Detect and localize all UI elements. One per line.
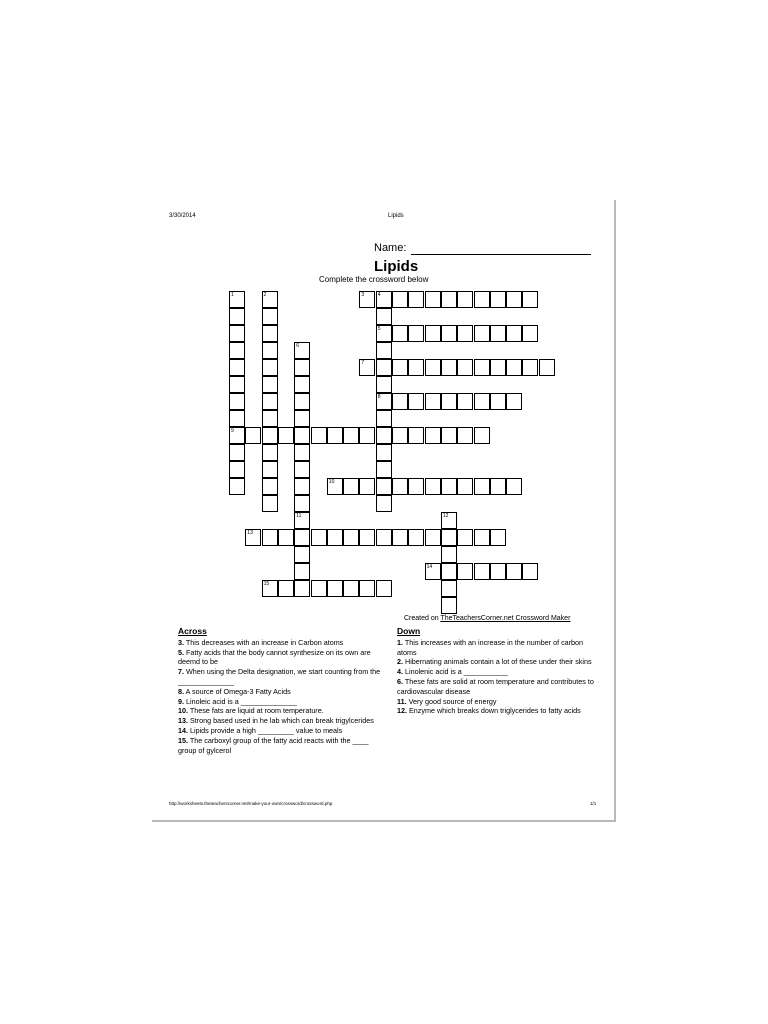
grid-cell[interactable] xyxy=(392,291,408,308)
grid-cell[interactable] xyxy=(490,478,506,495)
clue-number: 8 xyxy=(377,394,381,400)
grid-cell[interactable] xyxy=(425,478,441,495)
grid-cell[interactable] xyxy=(376,308,392,325)
clue-num: 10. xyxy=(178,706,188,716)
grid-cell[interactable] xyxy=(359,580,375,597)
grid-cell[interactable] xyxy=(278,529,294,546)
grid-cell[interactable] xyxy=(474,563,490,580)
clue-item xyxy=(397,667,602,677)
grid-cell[interactable] xyxy=(392,529,408,546)
grid-cell[interactable] xyxy=(311,580,327,597)
grid-cell[interactable] xyxy=(441,546,457,563)
grid-cell[interactable] xyxy=(441,580,457,597)
grid-cell[interactable] xyxy=(262,308,278,325)
clue-number: 3 xyxy=(361,292,365,298)
grid-cell[interactable] xyxy=(376,410,392,427)
across-heading: Across xyxy=(178,626,207,636)
clue-num: 6. xyxy=(397,676,403,686)
grid-cell[interactable] xyxy=(506,325,522,342)
grid-cell[interactable] xyxy=(408,359,424,376)
grid-cell[interactable] xyxy=(262,291,278,308)
grid-cell[interactable] xyxy=(490,359,506,376)
clue-number: 2 xyxy=(263,292,267,298)
grid-cell[interactable] xyxy=(490,393,506,410)
clue-item xyxy=(178,697,388,707)
grid-cell[interactable] xyxy=(343,427,359,444)
clue-num: 13. xyxy=(178,716,188,726)
grid-cell[interactable] xyxy=(262,325,278,342)
worksheet-subtitle: Complete the crossword below xyxy=(319,275,429,284)
clue-num: 7. xyxy=(178,667,184,677)
grid-cell[interactable] xyxy=(311,529,327,546)
grid-cell[interactable] xyxy=(327,478,343,495)
grid-cell[interactable] xyxy=(474,529,490,546)
clue-num: 8. xyxy=(178,686,184,696)
clue-item xyxy=(178,667,388,687)
grid-cell[interactable] xyxy=(522,325,538,342)
grid-cell[interactable] xyxy=(441,359,457,376)
credit-link[interactable]: TheTeachersCorner.net Crossword Maker xyxy=(440,615,571,622)
grid-cell[interactable] xyxy=(506,563,522,580)
grid-cell[interactable] xyxy=(376,495,392,512)
credit-line xyxy=(404,615,570,622)
clue-number: 9 xyxy=(231,428,234,434)
clue-text: Very good source of energy xyxy=(406,696,497,706)
clue-text: Strong based used in he lab which can break trigylcerides xyxy=(188,716,374,726)
clue-number: 7 xyxy=(361,360,365,366)
clue-item xyxy=(178,726,388,736)
clue-text: Hibernating animals contain a lot of these under their skins xyxy=(403,657,592,667)
grid-cell[interactable] xyxy=(457,393,473,410)
down-clue-list xyxy=(397,638,602,716)
grid-cell[interactable] xyxy=(441,427,457,444)
grid-cell[interactable] xyxy=(490,291,506,308)
down-heading: Down xyxy=(397,626,421,636)
grid-cell[interactable] xyxy=(359,359,375,376)
grid-cell[interactable] xyxy=(327,529,343,546)
grid-cell[interactable] xyxy=(408,427,424,444)
clue-num: 14. xyxy=(178,725,188,735)
grid-cell[interactable] xyxy=(294,393,310,410)
grid-cell[interactable] xyxy=(490,563,506,580)
grid-cell[interactable] xyxy=(294,478,310,495)
footer-page-number: 1/1 xyxy=(590,801,597,806)
grid-cell[interactable] xyxy=(376,393,392,410)
grid-cell[interactable] xyxy=(294,461,310,478)
grid-cell[interactable] xyxy=(392,478,408,495)
grid-cell[interactable] xyxy=(425,291,441,308)
grid-cell[interactable] xyxy=(457,529,473,546)
clue-num: 5. xyxy=(178,647,184,657)
clue-item xyxy=(178,687,388,697)
print-date: 3/30/2014 xyxy=(169,213,196,219)
grid-cell[interactable] xyxy=(359,478,375,495)
clue-text: Fatty acids that the body cannot synthesize on its own are deemd to be xyxy=(178,647,371,667)
grid-cell[interactable] xyxy=(376,444,392,461)
grid-cell[interactable] xyxy=(376,325,392,342)
grid-cell[interactable] xyxy=(490,529,506,546)
footer-url: http://worksheets.theteacherscorner.net/make-your-own/crossword/crossword.php xyxy=(169,801,333,806)
clue-text: Enzyme which breaks down triglycerides to fatty acids xyxy=(407,706,581,716)
clue-number: 1 xyxy=(231,292,234,298)
grid-cell[interactable] xyxy=(262,427,278,444)
grid-cell[interactable] xyxy=(262,461,278,478)
grid-cell[interactable] xyxy=(245,427,261,444)
clue-num: 3. xyxy=(178,637,184,647)
clue-text: Linolenic acid is a ___________ xyxy=(403,667,508,677)
grid-cell[interactable] xyxy=(457,291,473,308)
clue-num: 9. xyxy=(178,696,184,706)
worksheet-title: Lipids xyxy=(374,258,419,275)
grid-cell[interactable] xyxy=(262,393,278,410)
clue-text: This decreases with an increase in Carbon atoms xyxy=(184,637,344,647)
grid-cell[interactable] xyxy=(262,529,278,546)
clue-text: Linoleic acid is a ______________ xyxy=(184,696,297,706)
grid-cell[interactable] xyxy=(408,478,424,495)
down-clues xyxy=(397,627,602,716)
grid-cell[interactable] xyxy=(294,359,310,376)
grid-cell[interactable] xyxy=(441,597,457,614)
grid-cell[interactable] xyxy=(229,376,245,393)
grid-cell[interactable] xyxy=(278,580,294,597)
grid-cell[interactable] xyxy=(294,580,310,597)
clue-number: 6 xyxy=(296,343,299,349)
grid-cell[interactable] xyxy=(425,393,441,410)
name-label: Name: xyxy=(374,242,407,254)
clue-num: 12. xyxy=(397,706,407,716)
grid-cell[interactable] xyxy=(522,291,538,308)
clue-item xyxy=(178,638,388,648)
grid-cell[interactable] xyxy=(539,359,555,376)
across-clues xyxy=(178,627,388,755)
grid-cell[interactable] xyxy=(311,427,327,444)
print-page-title: Lipids xyxy=(388,213,404,219)
grid-cell[interactable] xyxy=(245,529,261,546)
grid-cell[interactable] xyxy=(376,342,392,359)
grid-cell[interactable] xyxy=(327,580,343,597)
grid-cell[interactable] xyxy=(506,291,522,308)
grid-cell[interactable] xyxy=(522,563,538,580)
clue-number: 5 xyxy=(377,326,381,332)
grid-cell[interactable] xyxy=(294,342,310,359)
grid-cell[interactable] xyxy=(441,478,457,495)
clue-number: 11 xyxy=(296,513,302,519)
grid-cell[interactable] xyxy=(229,427,245,444)
grid-cell[interactable] xyxy=(392,359,408,376)
clue-number: 15 xyxy=(263,581,270,587)
grid-cell[interactable] xyxy=(262,495,278,512)
grid-cell[interactable] xyxy=(441,393,457,410)
clue-num: 2. xyxy=(397,657,403,667)
clue-number: 13 xyxy=(247,530,253,536)
clue-number: 14 xyxy=(426,564,433,570)
grid-cell[interactable] xyxy=(441,563,457,580)
grid-cell[interactable] xyxy=(376,529,392,546)
clue-text: The carboxyl group of the fatty acid reacts with the ____ group of gylcerol xyxy=(178,735,369,755)
grid-cell[interactable] xyxy=(294,444,310,461)
clue-text: When using the Delta designation, we start counting from the ______________ xyxy=(178,667,381,686)
clue-num: 4. xyxy=(397,667,403,677)
grid-cell[interactable] xyxy=(392,427,408,444)
grid-cell[interactable] xyxy=(262,580,278,597)
grid-cell[interactable] xyxy=(506,478,522,495)
grid-cell[interactable] xyxy=(327,427,343,444)
clue-item xyxy=(397,638,602,658)
grid-cell[interactable] xyxy=(359,529,375,546)
grid-cell[interactable] xyxy=(425,563,441,580)
grid-cell[interactable] xyxy=(474,393,490,410)
clue-item xyxy=(178,648,388,668)
grid-cell[interactable] xyxy=(376,291,392,308)
grid-cell[interactable] xyxy=(278,427,294,444)
credit-prefix: Created on xyxy=(404,615,441,622)
grid-cell[interactable] xyxy=(376,478,392,495)
grid-cell[interactable] xyxy=(457,427,473,444)
grid-cell[interactable] xyxy=(343,478,359,495)
grid-cell[interactable] xyxy=(441,512,457,529)
across-clue-list xyxy=(178,638,388,756)
grid-cell[interactable] xyxy=(376,427,392,444)
grid-cell[interactable] xyxy=(441,325,457,342)
grid-cell[interactable] xyxy=(408,325,424,342)
clue-text: A source of Omega-3 Fatty Acids xyxy=(184,686,291,696)
grid-cell[interactable] xyxy=(474,427,490,444)
grid-cell[interactable] xyxy=(294,529,310,546)
clue-num: 15. xyxy=(178,735,188,745)
grid-cell[interactable] xyxy=(457,325,473,342)
grid-cell[interactable] xyxy=(359,291,375,308)
grid-cell[interactable] xyxy=(474,325,490,342)
grid-cell[interactable] xyxy=(408,393,424,410)
grid-cell[interactable] xyxy=(343,580,359,597)
grid-cell[interactable] xyxy=(522,359,538,376)
grid-cell[interactable] xyxy=(376,359,392,376)
clue-number: 10 xyxy=(328,479,335,485)
grid-cell[interactable] xyxy=(229,461,245,478)
grid-cell[interactable] xyxy=(441,529,457,546)
grid-cell[interactable] xyxy=(294,427,310,444)
clue-item xyxy=(178,736,388,756)
grid-cell[interactable] xyxy=(229,308,245,325)
clue-item xyxy=(397,657,602,667)
clue-num: 1. xyxy=(397,637,403,647)
grid-cell[interactable] xyxy=(408,291,424,308)
clue-item xyxy=(178,716,388,726)
grid-cell[interactable] xyxy=(294,512,310,529)
grid-cell[interactable] xyxy=(262,359,278,376)
clue-number: 12 xyxy=(442,513,449,519)
grid-cell[interactable] xyxy=(229,393,245,410)
grid-cell[interactable] xyxy=(441,291,457,308)
worksheet-page xyxy=(152,200,616,822)
clue-text: These fats are solid at room temperature and contributes to cardiovascular disease xyxy=(397,676,594,696)
grid-cell[interactable] xyxy=(229,342,245,359)
grid-cell[interactable] xyxy=(229,325,245,342)
grid-cell[interactable] xyxy=(474,359,490,376)
grid-cell[interactable] xyxy=(457,359,473,376)
grid-cell[interactable] xyxy=(262,376,278,393)
grid-cell[interactable] xyxy=(294,410,310,427)
grid-cell[interactable] xyxy=(506,393,522,410)
grid-cell[interactable] xyxy=(229,444,245,461)
grid-cell[interactable] xyxy=(425,529,441,546)
grid-cell[interactable] xyxy=(376,376,392,393)
grid-cell[interactable] xyxy=(359,427,375,444)
grid-cell[interactable] xyxy=(408,529,424,546)
grid-cell[interactable] xyxy=(343,529,359,546)
grid-cell[interactable] xyxy=(229,359,245,376)
grid-cell[interactable] xyxy=(229,291,245,308)
grid-cell[interactable] xyxy=(229,478,245,495)
grid-cell[interactable] xyxy=(294,495,310,512)
grid-cell[interactable] xyxy=(392,393,408,410)
grid-cell[interactable] xyxy=(294,563,310,580)
clue-text: These fats are liquid at room temperature. xyxy=(188,706,324,716)
grid-cell[interactable] xyxy=(457,478,473,495)
clue-item xyxy=(178,706,388,716)
grid-cell[interactable] xyxy=(294,376,310,393)
grid-cell[interactable] xyxy=(376,461,392,478)
grid-cell[interactable] xyxy=(262,342,278,359)
clue-item xyxy=(397,677,602,697)
grid-cell[interactable] xyxy=(262,444,278,461)
clue-item xyxy=(397,706,602,716)
clue-text: Lipids provide a high _________ value to meals xyxy=(188,725,343,735)
grid-cell[interactable] xyxy=(425,359,441,376)
grid-cell[interactable] xyxy=(457,563,473,580)
grid-cell[interactable] xyxy=(392,325,408,342)
clue-text: This increases with an increase in the number of carbon atoms xyxy=(397,637,584,657)
grid-cell[interactable] xyxy=(376,580,392,597)
grid-cell[interactable] xyxy=(506,359,522,376)
clue-item xyxy=(397,697,602,707)
grid-cell[interactable] xyxy=(490,325,506,342)
grid-cell[interactable] xyxy=(262,478,278,495)
grid-cell[interactable] xyxy=(474,478,490,495)
clue-num: 11. xyxy=(397,696,407,706)
grid-cell[interactable] xyxy=(229,410,245,427)
grid-cell[interactable] xyxy=(474,291,490,308)
grid-cell[interactable] xyxy=(425,427,441,444)
grid-cell[interactable] xyxy=(262,410,278,427)
clue-number: 4 xyxy=(377,292,381,298)
grid-cell[interactable] xyxy=(425,325,441,342)
grid-cell[interactable] xyxy=(294,546,310,563)
